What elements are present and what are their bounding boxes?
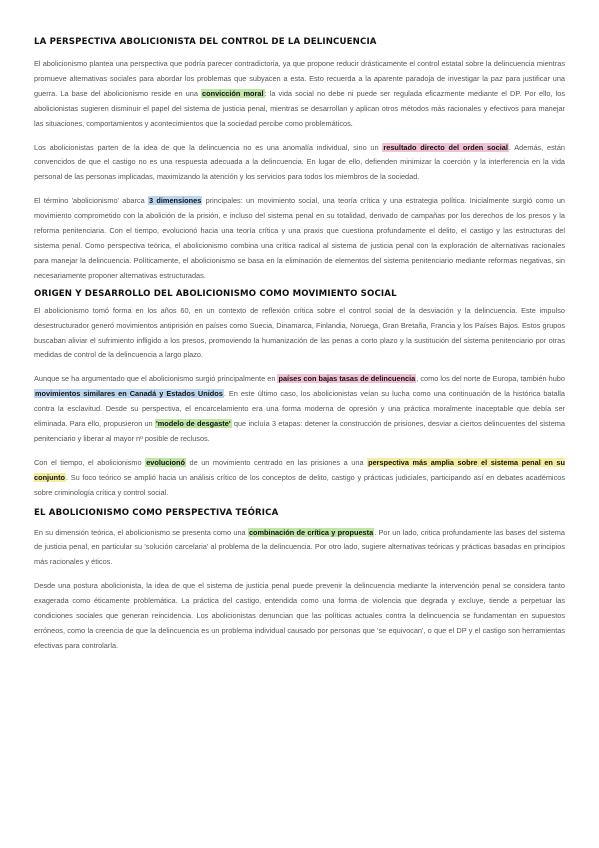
- paragraph: Los abolicionistas parten de la idea de que la delincuencia no es una anomalía individual, sino un resultado directo del orden social. Además, están convencidos de que el castigo no es una respuesta adecuada a la delincuencia. En lugar de ello, defienden minimizar la coerción y la interferencia en la vida personal de las personas implicadas, maximizando la atención y los servicios para todos los miembros de la sociedad.: [34, 142, 566, 182]
- paragraph: Aunque se ha argumentado que el abolicionismo surgió principalmente en países con bajas tasas de delincuencia, como los del norte de Europa, también hubo movimientos similares en Canadá y Estados Unidos. En este último caso, los abolicionistas veían su lucha como una continuación de la histórica batalla contra la esclavitud. Desde su perspectiva, el encarcelamiento era una forma moderna de opresión y una práctica moralmente inaceptable que debía ser eliminada. Para ello, propusieron un 'modelo de desgaste' que incluía 3 etapas: detener la construcción de prisiones, desviar a ciertos delincuentes del sistema penitenciario y liberar al mayor nº posible de reclusos.: [34, 374, 565, 443]
- highlight: perspectiva más amplia sobre el sistema penal en su conjunto: [34, 457, 566, 482]
- highlight: 3 dimensiones: [149, 196, 202, 206]
- paragraph: Con el tiempo, el abolicionismo evolucionó de un movimiento centrado en las prisiones a una perspectiva más amplia sobre el sistema penal en su conjunto. Su foco teórico se amplió hacia un análisis crítico de los conceptos de delito, castigo y prácticas judiciales, participando así en debates académicos sobre criminología crítica y control social.: [34, 457, 566, 497]
- highlight: resultado directo del orden social: [383, 142, 508, 152]
- highlight: países con bajas tasas de delincuencia: [278, 374, 416, 384]
- paragraph: El abolicionismo plantea una perspectiva que podría parecer contradictoria, ya que propone reducir drásticamente el control estatal sobre la delincuencia mientras promueve alternativas sociales para abordar los problemas que subyacen a esta. Esto recuerda a la aparente paradoja de investigar la paz para justificar una guerra. La base del abolicionismo reside en una convicción moral: la vida social no debe ni puede ser regulada eficazmente mediante el DP. Por ello, los abolicionistas sugieren disminuir el papel del sistema de justicia penal, mientras se desarrollan y aplican otros métodos más racionales y efectivos para manejar las situaciones, comportamientos y acontecimientos que la sociedad percibe como problemáticos.: [34, 59, 565, 128]
- section-heading: EL ABOLICIONISMO COMO PERSPECTIVA TEÓRICA: [34, 507, 279, 518]
- paragraph: Desde una postura abolicionista, la idea de que el sistema de justicia penal puede prevenir la delincuencia mediante la intervención penal se considera tanto exagerada como éticamente problemática. La práctica del castigo, entendida como una forma de violencia que degrada y excluye, tiende a perpetuar las condiciones sociales que generan reincidencia. Los abolicionistas denuncian que las políticas actuales contra la delincuencia se fundamentan en supuestos erróneos, como la creencia de que la delincuencia es un problema individual causado por personas que 'se equivocan', o que el DP y el castigo son herramientas efectivas para controlarla.: [34, 581, 565, 650]
- highlight: convicción moral: [202, 88, 264, 98]
- section-heading: ORIGEN Y DESARROLLO DEL ABOLICIONISMO COMO MOVIMIENTO SOCIAL: [34, 288, 397, 299]
- highlight: combinación de crítica y propuesta: [248, 527, 374, 537]
- paragraph: El abolicionismo tomó forma en los años 60, en un contexto de reflexión crítica sobre el control social de la desviación y la delincuencia. Este impulso desestructurador generó movimientos antiprisión en países como Suecia, Dinamarca, Finlandia, Noruega, Gran Bretaña, Francia y los Países Bajos. Estos grupos buscaban aliviar el sufrimiento infligido a los presos, promoviendo la humanización de las penas a corto plazo y la sustitución del sistema penitenciario por otras medidas de control de la delincuencia a largo plazo.: [34, 305, 565, 360]
- paragraph: En su dimensión teórica, el abolicionismo se presenta como una combinación de crítica y propuesta. Por un lado, critica profundamente las bases del sistema de justicia penal, en particular su 'solución carcelaria' al problema de la delincuencia. Por otro lado, sugiere alternativas teóricas y prácticas basadas en principios más racionales y éticos.: [34, 527, 566, 567]
- highlight: 'modelo de desgaste': [155, 419, 231, 429]
- highlight: evolucionó: [146, 457, 185, 467]
- paragraph: El término 'abolicionismo' abarca 3 dimensiones principales: un movimiento social, una teoría crítica y una estrategia política. Inicialmente surgió como un movimiento comprometido con la abolición de la prisión, e incluso del sistema penal en su totalidad, derivado de campañas por los derechos de los presos y la reforma penitenciaria. Con el tiempo, evolucionó hacia una teoría crítica y una praxis que cuestiona profundamente el delito, el castigo y las estructuras del sistema penal. Como perspectiva teórica, el abolicionismo combina una crítica radical al sistema de justicia penal con la exploración de alternativas racionales para manejar la delincuencia. Políticamente, el abolicionismo se basa en la eliminación de elementos del sistema penitenciario mediante reformas negativas, sin necesariamente proponer alternativas estructuradas.: [34, 196, 566, 280]
- highlight: movimientos similares en Canadá y Estados Unidos: [35, 389, 223, 399]
- section-heading: LA PERSPECTIVA ABOLICIONISTA DEL CONTROL DE LA DELINCUENCIA: [34, 37, 377, 47]
